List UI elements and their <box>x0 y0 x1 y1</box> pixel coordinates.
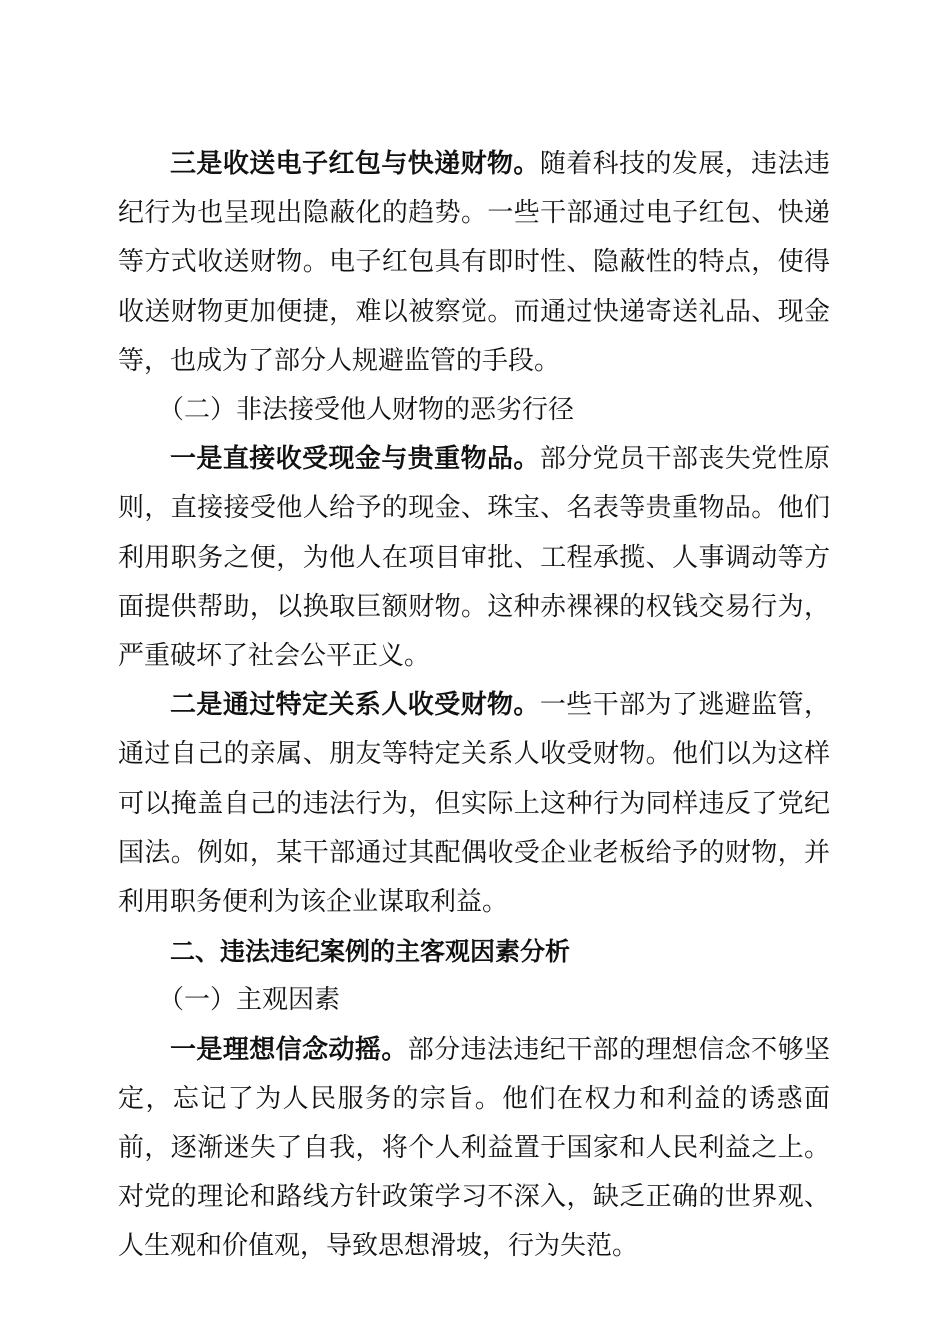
paragraph-lead: 一是理想信念动摇。 <box>170 1034 408 1065</box>
subheading-illegal-acceptance: （二）非法接受他人财物的恶劣行径 <box>158 395 575 426</box>
paragraph-text: 部分违法违纪干部的理想信念不够坚定，忘记了为人民服务的宗旨。他们在权力和利益的诱惑面前，逐渐迷失了自我，将个人利益置于国家和人民利益之上。对党的理论和路线方针政策学习不深入，缺乏正确的世界观、人生观和价值观，导致思想滑坡，行为失范。 <box>118 1034 830 1262</box>
paragraph-text: 一些干部为了逃避监管，通过自己的亲属、朋友等特定关系人收受财物。他们以为这样可以掩盖自己的违法行为，但实际上这种行为同样违反了党纪国法。例如，某干部通过其配偶收受企业老板给予的财物，并利用职务便利为该企业谋取利益。 <box>118 690 830 918</box>
paragraph-lead: 二是通过特定关系人收受财物。 <box>170 690 540 721</box>
paragraph-direct-acceptance <box>118 435 830 681</box>
section-heading-factor-analysis: 二、违法违纪案例的主客观因素分析 <box>170 937 571 967</box>
paragraph-related-persons <box>118 681 830 927</box>
paragraph-electronic-red-packets <box>118 140 830 386</box>
paragraph-text: 随着科技的发展，违法违纪行为也呈现出隐蔽化的趋势。一些干部通过电子红包、快递等方式收送财物。电子红包具有即时性、隐蔽性的特点，使得收送财物更加便捷，难以被察觉。而通过快递寄送礼品、现金等，也成为了部分人规避监管的手段。 <box>118 149 830 376</box>
paragraph-text: 部分党员干部丧失党性原则，直接接受他人给予的现金、珠宝、名表等贵重物品。他们利用职务之便，为他人在项目审批、工程承揽、人事调动等方面提供帮助，以换取巨额财物。这种赤裸裸的权钱交易行为，严重破坏了社会公平正义。 <box>118 444 830 672</box>
document-body <box>118 140 830 1272</box>
paragraph-lead: 一是直接收受现金与贵重物品。 <box>170 444 540 475</box>
paragraph-ideals-shaken <box>118 1026 830 1272</box>
subheading-subjective-factors: （一）主观因素 <box>158 985 341 1016</box>
paragraph-lead: 三是收送电子红包与快递财物。 <box>170 149 540 179</box>
